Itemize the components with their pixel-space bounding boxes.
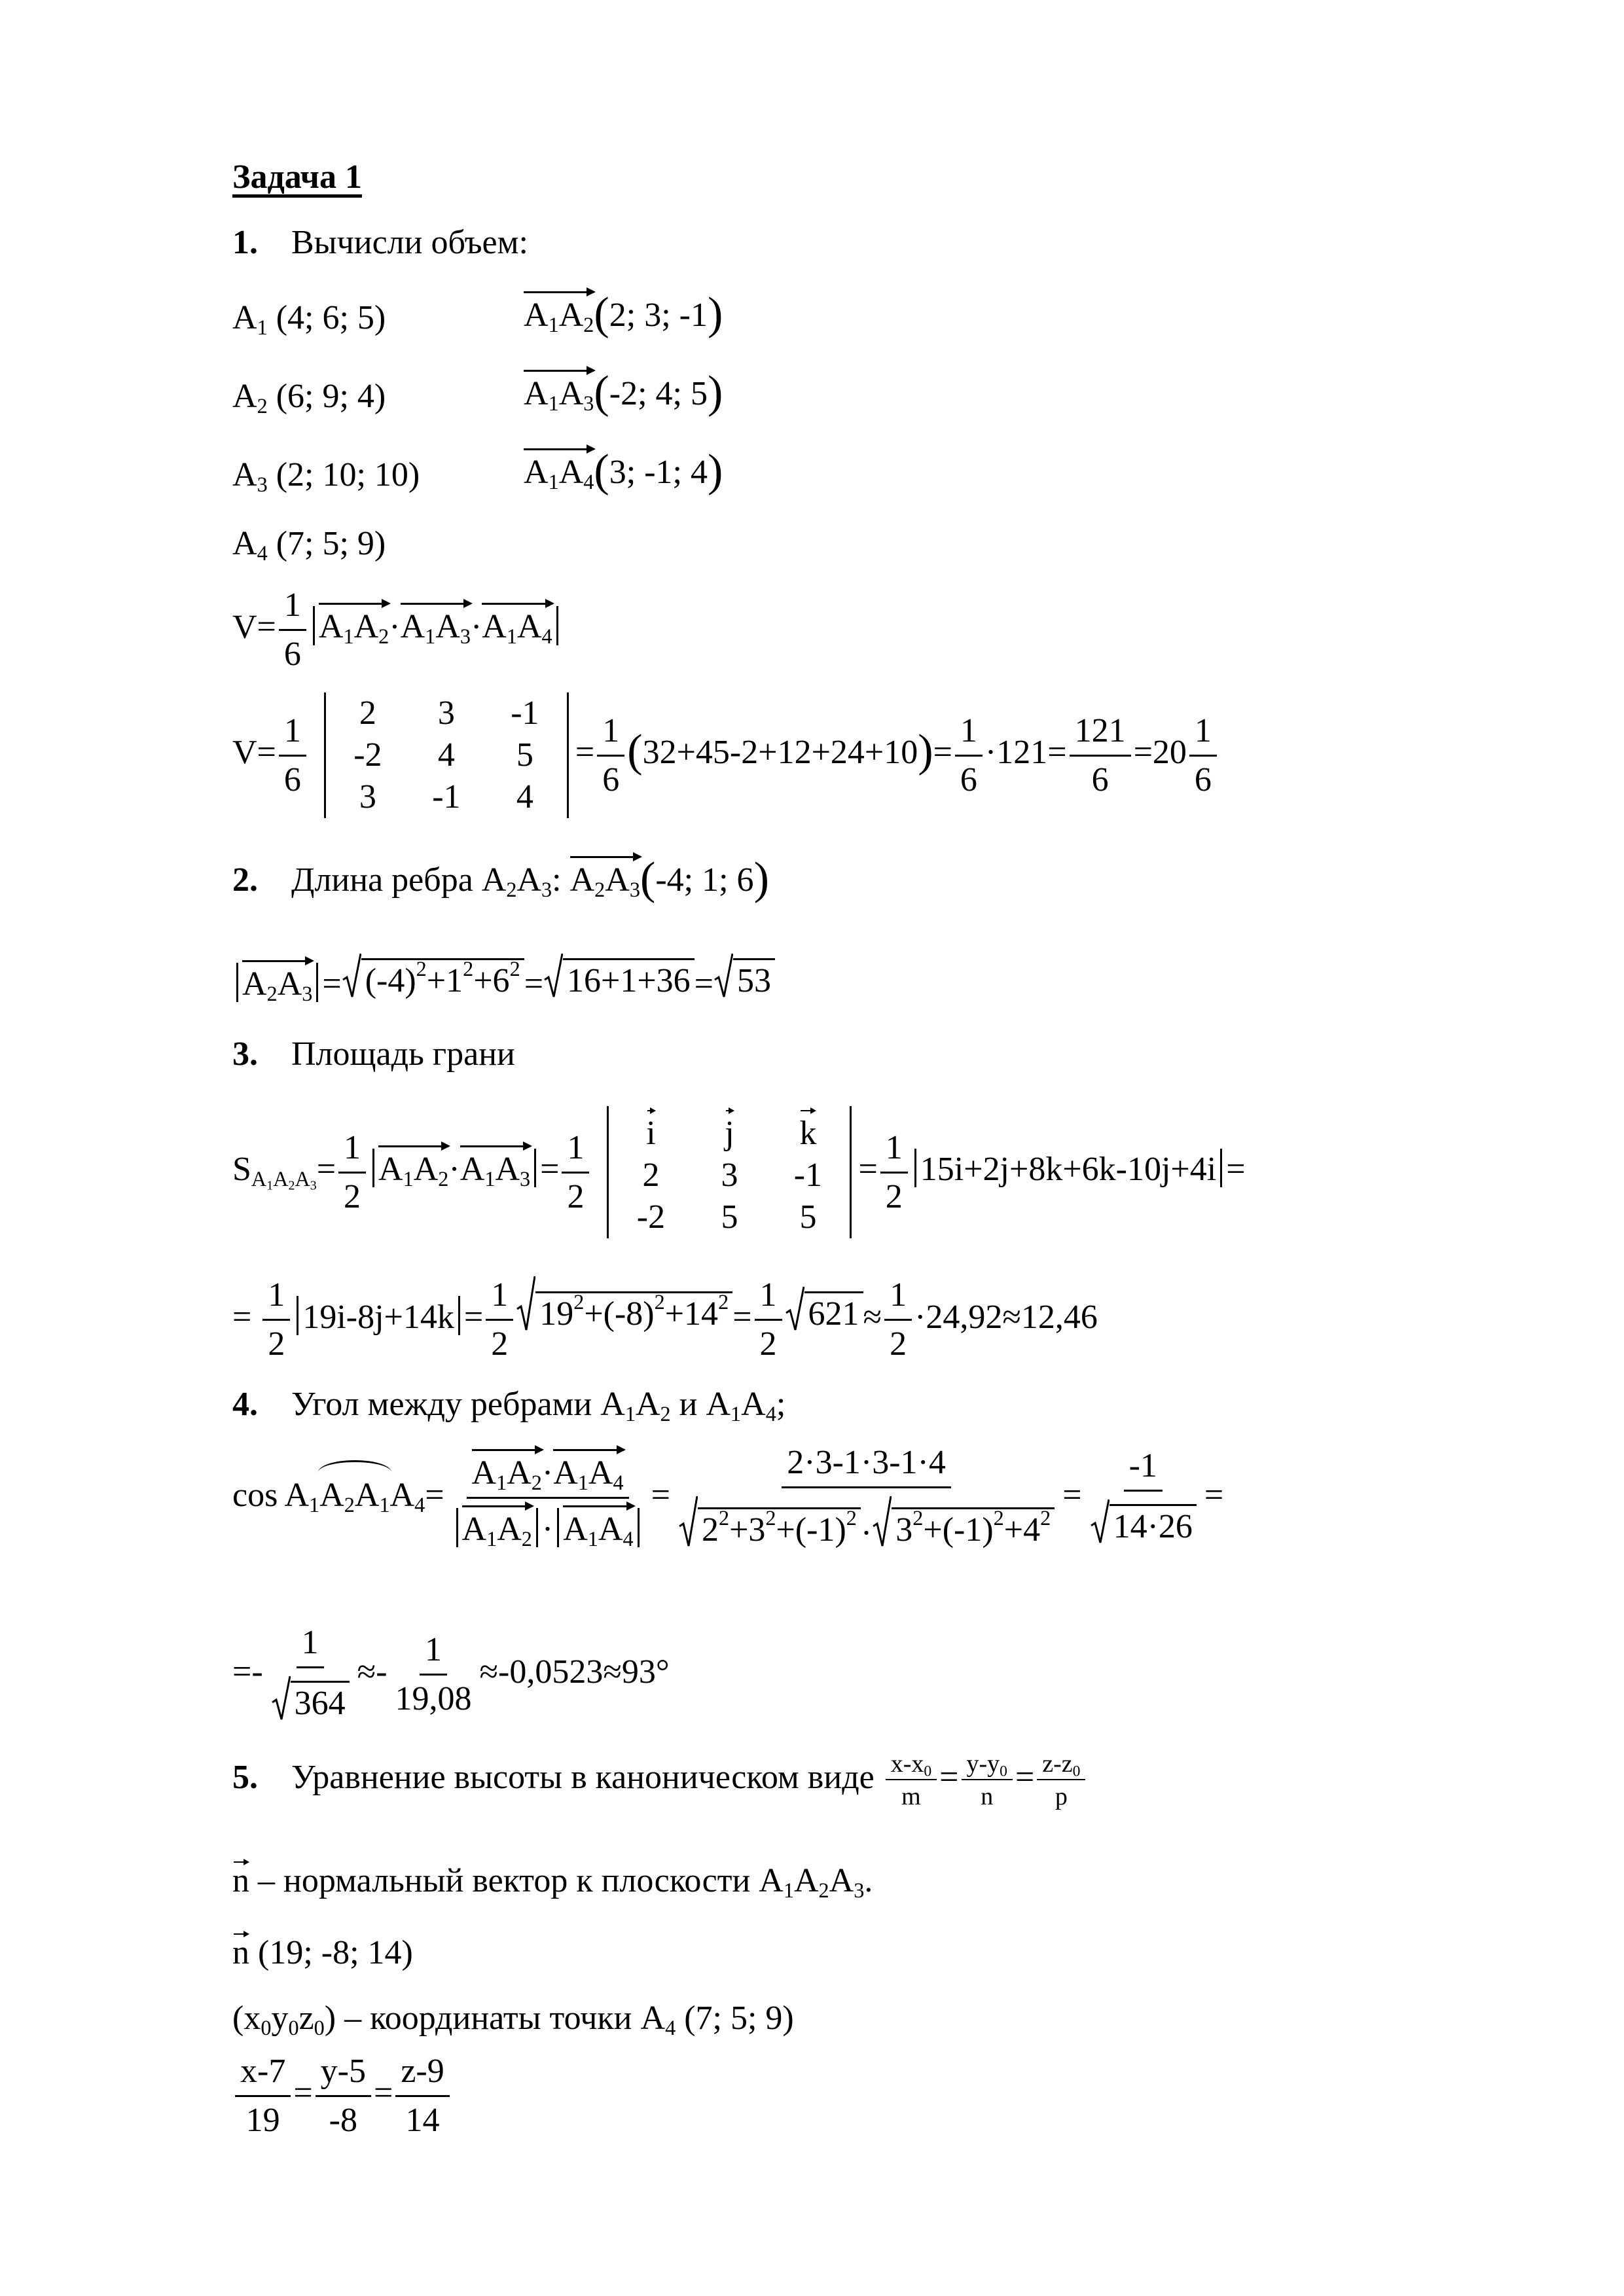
vector-a1a4: $A_1A_4(3$; -1; 4) (524, 445, 723, 497)
section-2-title: 2. Длина ребра $A_2A_3$: $A_2A_3(-4$; 1; 6) (232, 853, 769, 905)
angle-cosine: $\cos A_1A_2A_1A_4=$ $\frac{A_1A_2\cdot A_1A_4}{A_1A_2 \cdot A_1A_4}$ = 2·3-1·3-1·4 $2^2+3^2+(-1)^2$ · $3^2+(-1)^2+4^2$ = $\frac{-1}{14\cdot 26}$ = (232, 1444, 1224, 1552)
section-1-number: 1. (232, 224, 258, 261)
normal-vector-coords: n (19; -8; 14) (232, 1929, 413, 1970)
point-coords-line: $(x_0y_0z_0)$ – координаты точки $A_4$ (7; 5; 9) (232, 2000, 794, 2040)
vector-arrow: $A_1A_4$ (524, 448, 594, 490)
task-heading: Задача 1 (232, 158, 362, 196)
point-a1: $A_1$ (4; 6; 5) (232, 299, 386, 340)
vector-arrow: $A_1A_3$ (524, 370, 594, 411)
angle-result: =- $\frac{1}{364}$ ≈- $\frac{1}{19,08}$ ≈-0,0523≈93° (232, 1624, 670, 1722)
section-5-title: 5. Уравнение высоты в каноническом виде $\frac{x-x_0}{m}$ = $\frac{y-y_0}{n}$ = $\frac{z-z_0}{p}$ (232, 1749, 1088, 1812)
volume-formula: V= $\frac{1}{6}$ $A_1A_2\cdot A_1A_3\cdot A_1A_4$ (232, 586, 562, 674)
normal-vector-definition: n – нормальный вектор к плоскости $A_1A_2A_3$. (232, 1857, 873, 1898)
point-a2: $A_2$ (6; 9; 4) (232, 378, 386, 418)
face-area-result: = $\frac{1}{2}$ 19i-8j+14k = $\frac{1}{2}$ $19^2+(-8)^2+14^2$ = $\frac{1}{2}$ 621 ≈ $\frac{1}{2}$ ·24,92≈12,46 (232, 1276, 1098, 1363)
section-4-title: 4. Угол между ребрами $A_1A_2$ и $A_1A_4$; (232, 1386, 786, 1426)
volume-calculation: V= $\frac{1}{6}$ 2 3 -1 -2 4 5 3 -1 4 = $\frac{1}{6}$ (32+45-2+12+24+10)= $\frac{1}{6}$ ·121= $\frac{121}{6}$ =20 $\frac{1}{6}$ (232, 692, 1219, 818)
vector-arrow: $A_1A_2$ (524, 291, 594, 332)
point-a4: $A_4$ (7; 5; 9) (232, 525, 386, 565)
face-area-formula: $S_{A_1A_2A_3}=$ $\frac{1}{2}$ $A_1A_2\cdot A_1A_3$ = $\frac{1}{2}$ i j k 2 3 -1 -2 5 5 = $\frac{1}{2}$ 15i+2j+8k+6k-10j+4i = (232, 1106, 1246, 1238)
point-a3: $A_3$ (2; 10; 10) (232, 456, 420, 497)
cross-product-determinant: i j k 2 3 -1 -2 5 5 (607, 1106, 852, 1238)
vector-a1a3: $A_1A_3(-2$; 4; 5) (524, 367, 723, 418)
section-3-title: 3. Площадь грани (232, 1035, 515, 1073)
vector-a1a2: $A_1A_2(2$; 3; -1) (524, 288, 723, 340)
edge-length: $A_2A_3$ = $(-4)^2+1^2+6^2$ = 16+1+36 = 53 (232, 952, 775, 1002)
height-equation: $\frac{x-7}{19}$ = $\frac{y-5}{-8}$ = $\frac{z-9}{14}$ (232, 2052, 452, 2140)
volume-determinant: 2 3 -1 -2 4 5 3 -1 4 (324, 692, 569, 818)
section-1-title: 1. Вычисли объем: (232, 224, 528, 261)
